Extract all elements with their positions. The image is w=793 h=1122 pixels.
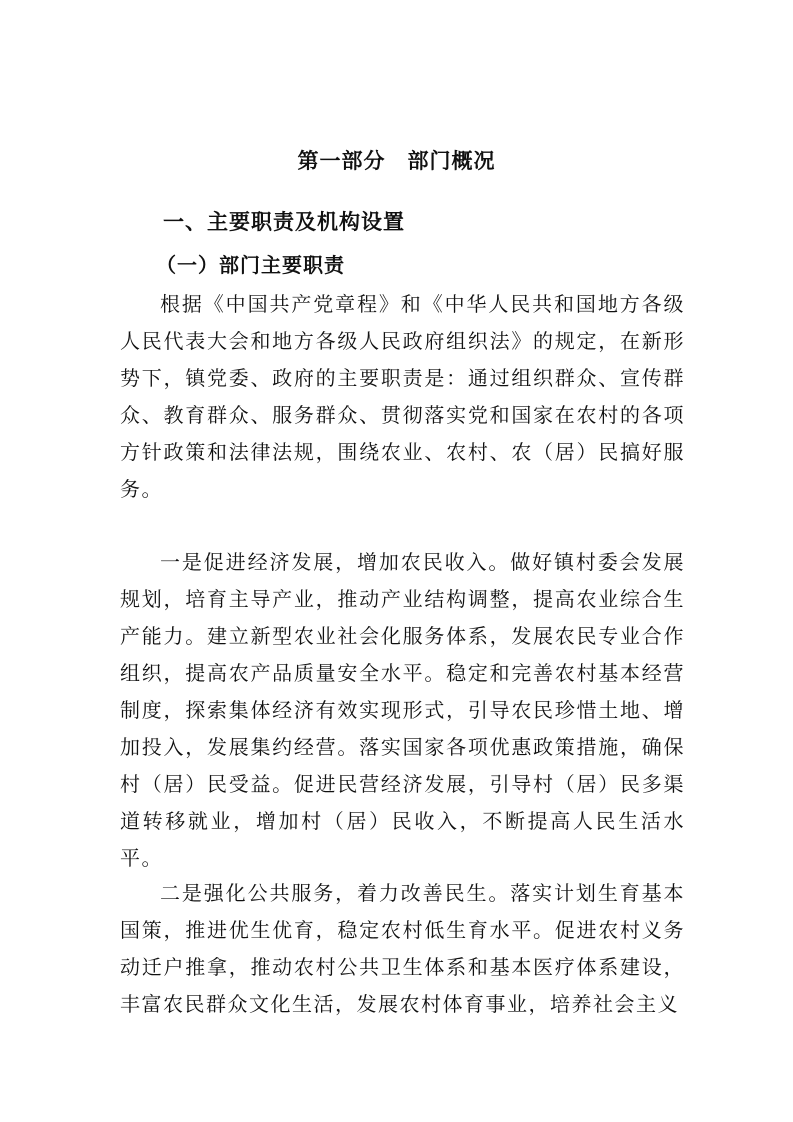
paragraph-economic-development: 一是促进经济发展，增加农民收入。做好镇村委会发展规划，培育主导产业，推动产业结构调整，提高农业综合生产能力。建立新型农业社会化服务体系，发展农民专业合作组织，提高农产品质量安全水平。稳定和完善农村基本经营制度，探索集体经济有效实现形式，引导农民珍惜土地、增加投入，发展集约经营。落实国家各项优惠政策措施，确保村（居）民受益。促进民营经济发展，引导村（居）民多渠道转移就业，增加村（居）民收入，不断提高人民生活水平。 [120, 550, 685, 870]
paragraph-public-services: 二是强化公共服务，着力改善民生。落实计划生育基本国策，推进优生优育，稳定农村低生育水平。促进农村义务动迁户推拿，推动农村公共卫生体系和基本医疗体系建设，丰富农民群众文化生活，发展农村体育事业，培养社会主义 [120, 881, 685, 1016]
page-title: 第一部分 部门概况 [297, 149, 496, 173]
paragraph-responsibilities: 根据《中国共产党章程》和《中华人民共和国地方各级人民代表大会和地方各级人民政府组织法》的规定，在新形势下，镇党委、政府的主要职责是：通过组织群众、宣传群众、教育群众、服务群众、贯彻落实党和国家在农村的各项方针政策和法律法规，围绕农业、农村、农（居）民搞好服务。 [120, 292, 685, 501]
section-heading: 一、主要职责及机构设置 [163, 210, 405, 234]
subsection-heading: （一）部门主要职责 [156, 253, 345, 277]
